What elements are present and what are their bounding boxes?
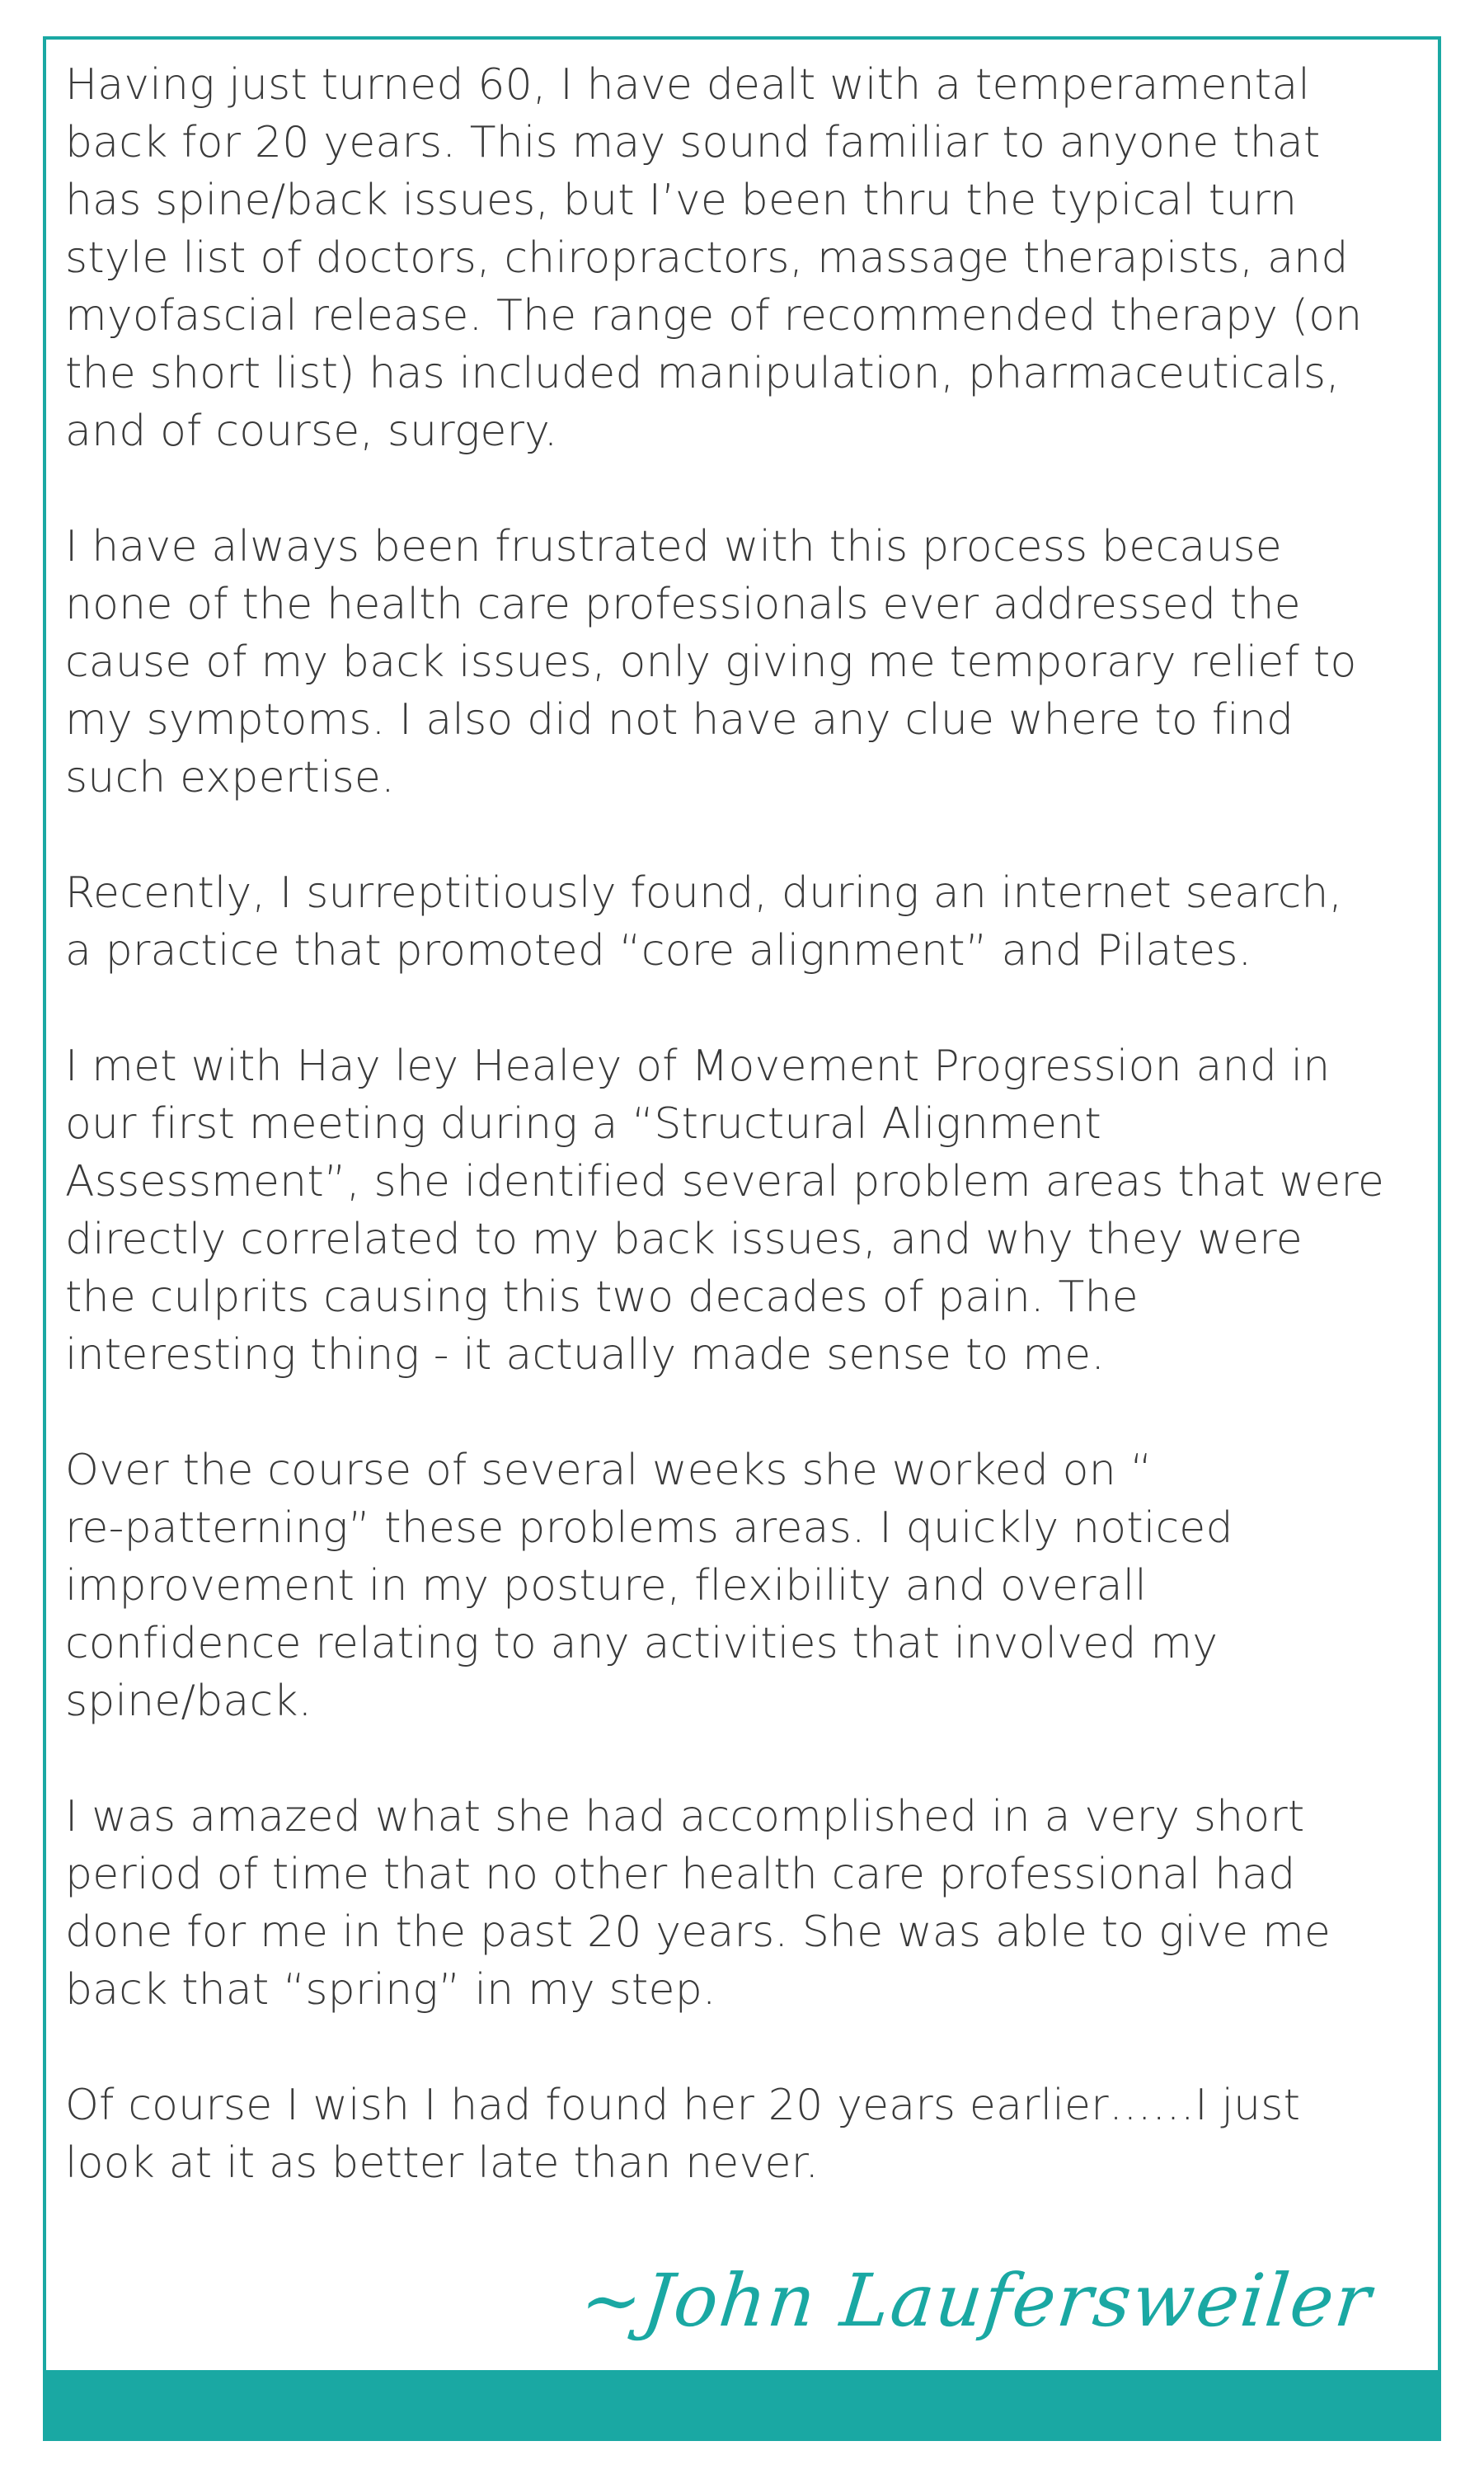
paragraph-3 <box>65 864 1434 980</box>
text-line: improvement in my posture, flexibility and overall <box>65 1561 1148 1611</box>
text-line: Assessment”, she identified several problem areas that were <box>65 1157 1385 1206</box>
text-line: I have always been frustrated with this process because <box>65 522 1282 571</box>
text-line: style list of doctors, chiropractors, massage therapists, and <box>65 233 1349 283</box>
text-line: cause of my back issues, only giving me temporary relief to <box>65 637 1357 687</box>
paragraph-4 <box>65 1037 1434 1384</box>
text-line: a practice that promoted “core alignment” and Pilates. <box>65 926 1252 976</box>
testimonial-card <box>43 36 1441 2441</box>
text-line: my symptoms. I also did not have any clue where to find <box>65 695 1294 745</box>
footer-accent-bar <box>46 2370 1438 2438</box>
testimonial-body <box>65 56 1434 2250</box>
text-line: back that “spring” in my step. <box>65 1965 716 2015</box>
text-line: confidence relating to any activities that involved my <box>65 1619 1219 1668</box>
text-line: the short list) has included manipulation, pharmaceuticals, <box>65 349 1340 398</box>
text-line: myofascial release. The range of recommended therapy (on <box>65 291 1363 341</box>
paragraph-6 <box>65 1788 1434 2019</box>
paragraph-1 <box>65 56 1434 460</box>
text-line: period of time that no other health care professional had <box>65 1850 1296 1899</box>
text-line: interesting thing - it actually made sense to me. <box>65 1330 1106 1380</box>
text-line: re-patterning” these problems areas. I quickly noticed <box>65 1503 1233 1553</box>
text-line: has spine/back issues, but I’ve been thru the typical turn <box>65 176 1298 225</box>
text-line: spine/back. <box>65 1677 312 1726</box>
text-line: our first meeting during a “Structural Alignment <box>65 1099 1101 1149</box>
paragraph-2 <box>65 518 1434 807</box>
text-line: such expertise. <box>65 753 395 802</box>
text-line: Over the course of several weeks she worked on “ <box>65 1446 1153 1495</box>
text-line: Recently, I surreptitiously found, during an internet search, <box>65 868 1343 918</box>
text-line: none of the health care professionals ever addressed the <box>65 580 1301 629</box>
paragraph-5 <box>65 1442 1434 1730</box>
text-line: Of course I wish I had found her 20 years earlier……I just <box>65 2081 1301 2130</box>
text-line: the culprits causing this two decades of pain. The <box>65 1272 1139 1322</box>
text-line: I met with Hay ley Healey of Movement Progression and in <box>65 1042 1331 1091</box>
text-line: I was amazed what she had accomplished in a very short <box>65 1792 1305 1841</box>
text-line: back for 20 years. This may sound familiar to anyone that <box>65 118 1321 167</box>
author-signature: ~John Laufersweiler <box>576 2258 1377 2343</box>
text-line: look at it as better late than never. <box>65 2138 819 2188</box>
text-line: and of course, surgery. <box>65 407 558 456</box>
paragraph-7 <box>65 2077 1434 2192</box>
text-line: done for me in the past 20 years. She was able to give me <box>65 1907 1331 1957</box>
text-line: Having just turned 60, I have dealt with a temperamental <box>65 60 1311 110</box>
text-line: directly correlated to my back issues, and why they were <box>65 1215 1303 1264</box>
